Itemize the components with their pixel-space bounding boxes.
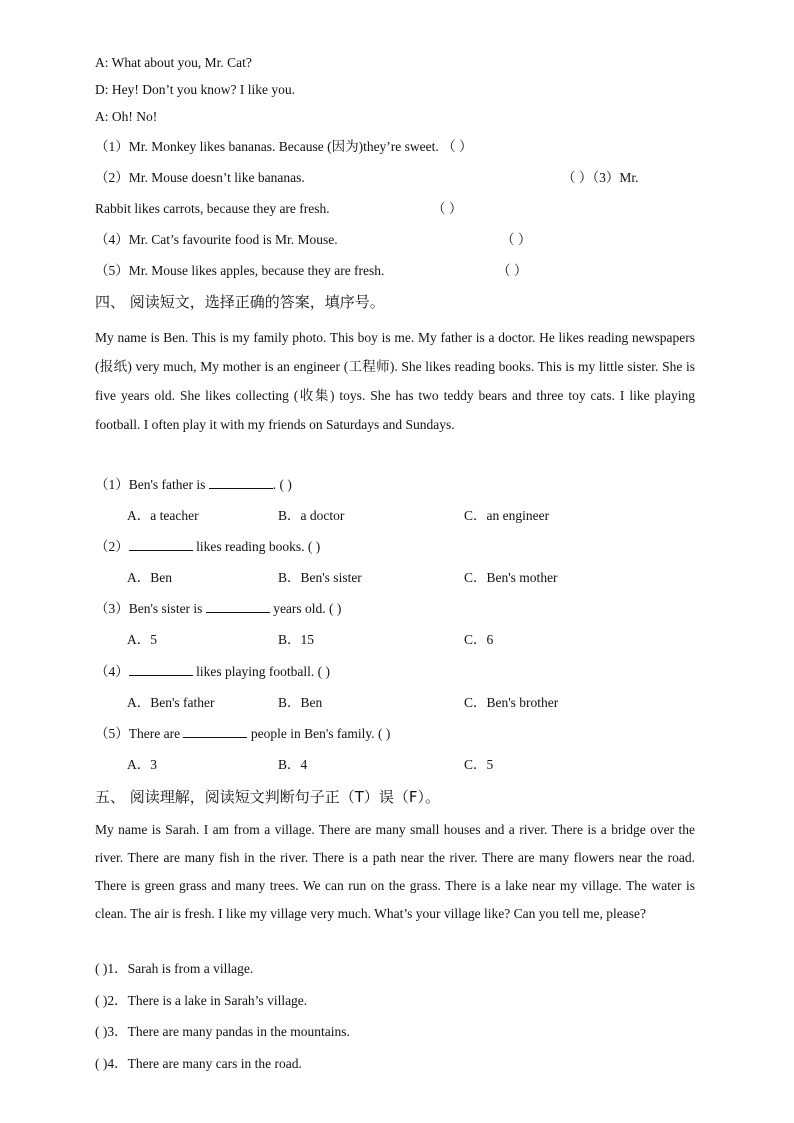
question: （3）Ben's sister is years old. ( ) [95, 601, 342, 616]
reading-passage: My name is Sarah. I am from a village. There are many small houses and a river. There is a bridge over the river. There are many fish in the river. There is a path near the river. There are many flowers near the road. There is green grass and many trees. We can run on the grass. There is a lake near my village. The water is clean. The air is fresh. I like my village very much. What’s your village like? Can you tell me, please? [95, 822, 695, 921]
option-c: C．5 [464, 757, 494, 772]
answer-blank [209, 476, 273, 489]
answer-blank [183, 725, 247, 738]
option-a: A．a teacher [127, 508, 199, 523]
option-a: A．Ben [127, 570, 172, 585]
option-b: B．15 [278, 632, 315, 647]
judgement-item: Rabbit likes carrots, because they are fresh. [95, 201, 330, 216]
option-c: C．an engineer [464, 508, 550, 523]
question: （1）Ben's father is . ( ) [95, 477, 292, 492]
option-b: B．Ben [278, 695, 323, 710]
option-c: C．Ben's brother [464, 695, 559, 710]
dialogue-line: D: Hey! Don’t you know? I like you. [95, 82, 295, 97]
section-heading: 五、 阅读理解，阅读短文判断句子正（T）误（F）。 [95, 788, 441, 806]
option-c: C．6 [464, 632, 494, 647]
judgement-item: （4）Mr. Cat’s favourite food is Mr. Mouse. [95, 232, 338, 247]
judgement-answer-slot: （ ） [432, 201, 463, 216]
dialogue-line: A: What about you, Mr. Cat? [95, 55, 252, 70]
judgement-item: （1）Mr. Monkey likes bananas. Because (因为)they’re sweet. （ ） [95, 139, 473, 154]
option-a: A．Ben's father [127, 695, 215, 710]
reading-passage: My name is Ben. This is my family photo. This boy is me. My father is a doctor. He likes reading newspapers (报纸) very much, My mother is an engineer (工程师). She likes reading books. This is my little sister. She is five years old. She likes collecting (收集) toys. She has two teddy bears and three toy cats. I like playing football. I often play it with my friends on Saturdays and Sundays. [95, 330, 695, 432]
question: （2） likes reading books. ( ) [95, 539, 321, 554]
answer-blank [206, 600, 270, 613]
judgement-answer-slot: （ ） [501, 232, 532, 247]
true-false-item: ( )3．There are many pandas in the mountains. [95, 1024, 350, 1039]
question: （4） likes playing football. ( ) [95, 664, 330, 679]
judgement-item-answer: （ ）（3）Mr. [562, 170, 639, 185]
option-b: B．4 [278, 757, 308, 772]
true-false-item: ( )4．There are many cars in the road. [95, 1056, 302, 1071]
answer-blank [129, 663, 193, 676]
true-false-item: ( )1．Sarah is from a village. [95, 961, 254, 976]
true-false-item: ( )2．There is a lake in Sarah’s village. [95, 993, 308, 1008]
judgement-answer-slot: （ ） [497, 263, 528, 278]
option-b: B．a doctor [278, 508, 345, 523]
dialogue-line: A: Oh! No! [95, 109, 158, 124]
judgement-item: （5）Mr. Mouse likes apples, because they are fresh. [95, 263, 385, 278]
option-b: B．Ben's sister [278, 570, 362, 585]
question: （5）There are people in Ben's family. ( ) [95, 726, 391, 741]
judgement-item: （2）Mr. Mouse doesn’t like bananas. [95, 170, 305, 185]
answer-blank [129, 538, 193, 551]
option-a: A．3 [127, 757, 157, 772]
option-a: A．5 [127, 632, 157, 647]
option-c: C．Ben's mother [464, 570, 558, 585]
section-heading: 四、 阅读短文，选择正确的答案，填序号。 [95, 293, 385, 311]
